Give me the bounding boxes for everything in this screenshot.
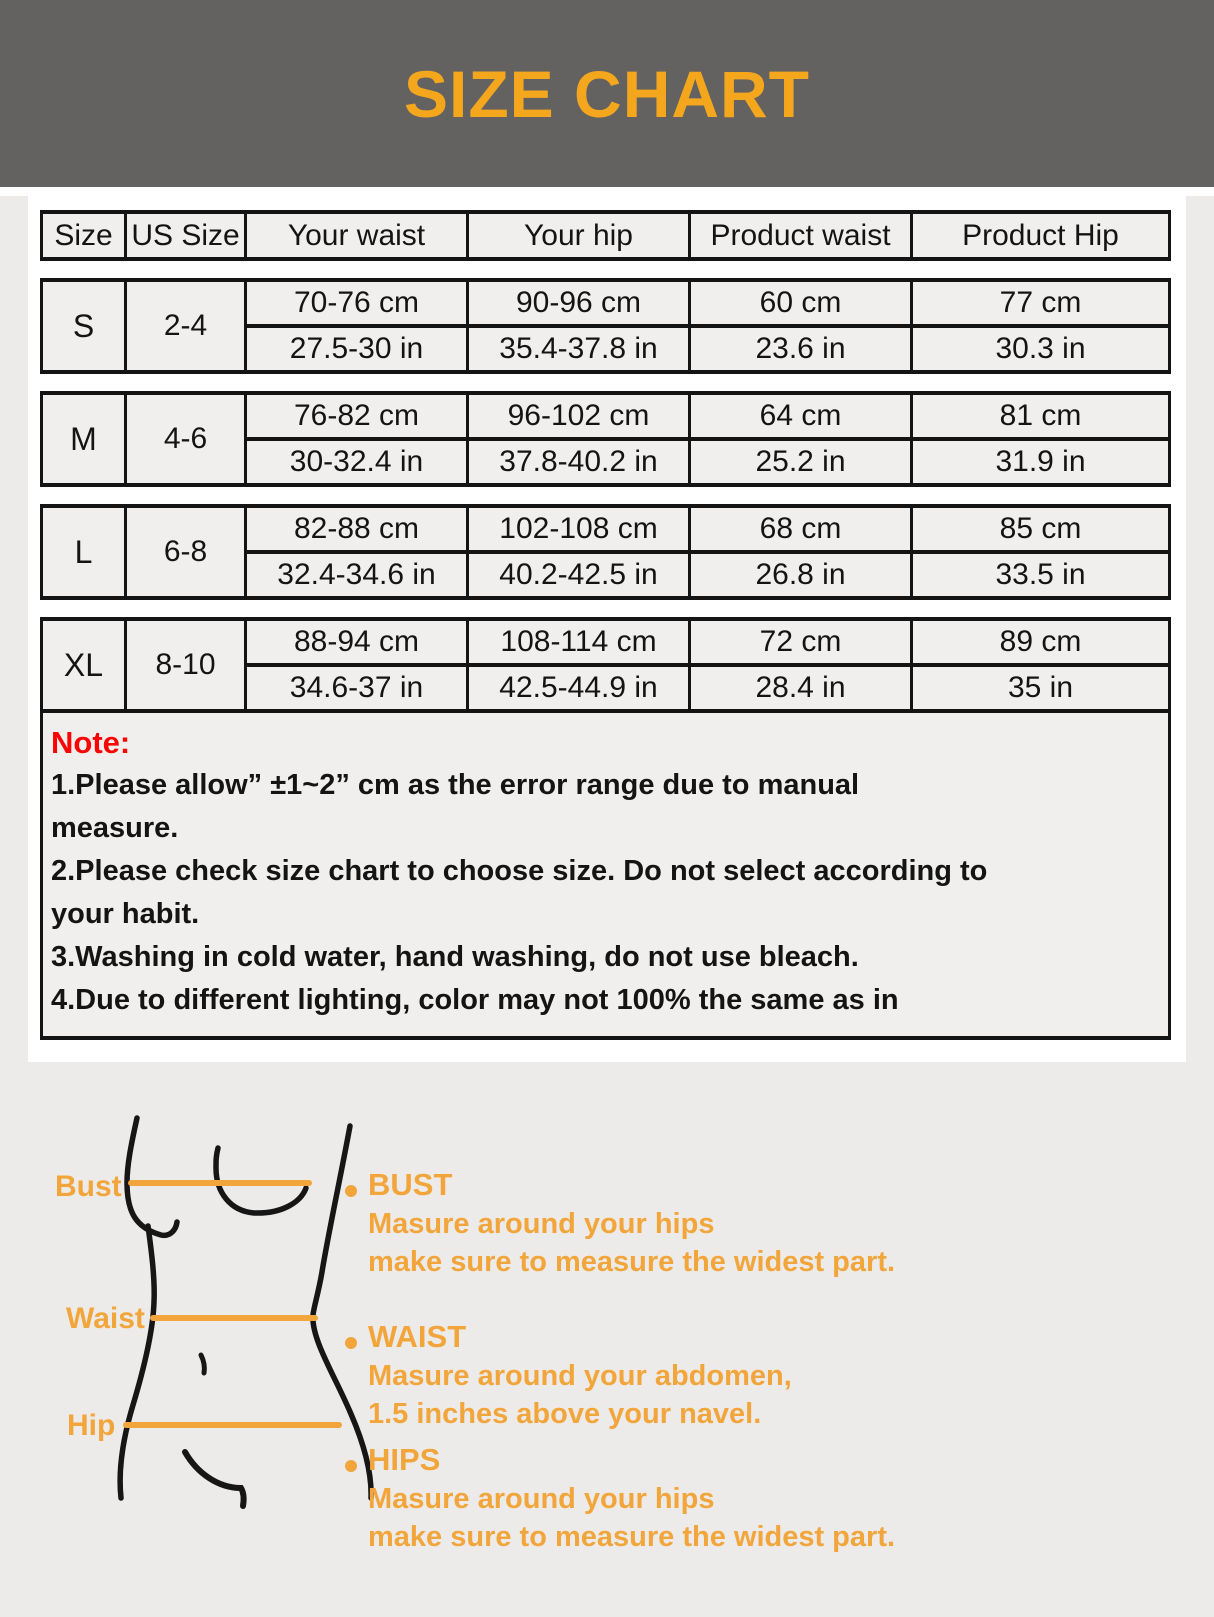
column-header-product-hip: Product Hip <box>912 212 1170 259</box>
spacer-row <box>42 372 1170 393</box>
note-line-6: 4.Due to different lighting, color may not 100% the same as in <box>51 984 899 1016</box>
measuring-guide-section <box>0 1080 1214 1617</box>
hip-label: Hip <box>67 1409 116 1442</box>
header-banner <box>0 0 1214 187</box>
torso-left-outline <box>127 1118 177 1235</box>
guide-heading-hips: HIPS <box>368 1442 441 1477</box>
cell-m-size: M <box>42 393 126 485</box>
cell-s-product-hip-cm: 77 cm <box>912 280 1170 326</box>
cell-l-product-waist-cm: 68 cm <box>690 506 912 552</box>
column-header-us-size: US Size <box>126 212 246 259</box>
waist-label: Waist <box>66 1302 145 1335</box>
column-header-product-waist: Product waist <box>690 212 912 259</box>
guide-section-waist <box>345 1317 1045 1433</box>
waist-measure-line <box>150 1315 318 1321</box>
cell-s-us-size: 2-4 <box>126 280 246 372</box>
spacer-row <box>42 598 1170 619</box>
size-chart-panel <box>28 196 1186 1062</box>
guide-heading-bust: BUST <box>368 1167 453 1202</box>
navel-mark <box>201 1355 204 1373</box>
page-title: SIZE CHART <box>404 56 810 131</box>
cell-m-your-waist-cm: 76-82 cm <box>246 393 468 439</box>
cell-l-your-waist-cm: 82-88 cm <box>246 506 468 552</box>
bullet-dot-icon <box>345 1185 357 1197</box>
cell-l-your-waist-in: 32.4-34.6 in <box>246 552 468 598</box>
guide-waist-line-2: 1.5 inches above your navel. <box>368 1398 762 1430</box>
cell-s-your-waist-cm: 70-76 cm <box>246 280 468 326</box>
guide-section-bust <box>345 1165 1045 1281</box>
table-header-row <box>42 212 1170 259</box>
cell-s-product-waist-cm: 60 cm <box>690 280 912 326</box>
size-chart-table <box>40 210 1171 1040</box>
cell-m-your-hip-in: 37.8-40.2 in <box>468 439 690 485</box>
banner-divider <box>0 187 1214 196</box>
note-line-2: measure. <box>51 812 179 844</box>
hip-crease-curve <box>185 1452 244 1506</box>
guide-text-block <box>345 1165 1045 1592</box>
table-row-s-cm <box>42 280 1170 326</box>
cell-xl-your-waist-cm: 88-94 cm <box>246 619 468 665</box>
hip-measure-line <box>123 1422 342 1428</box>
cell-s-your-hip-in: 35.4-37.8 in <box>468 326 690 372</box>
cell-l-your-hip-in: 40.2-42.5 in <box>468 552 690 598</box>
cell-m-your-hip-cm: 96-102 cm <box>468 393 690 439</box>
cell-m-product-waist-cm: 64 cm <box>690 393 912 439</box>
cell-xl-product-waist-cm: 72 cm <box>690 619 912 665</box>
cell-m-product-hip-cm: 81 cm <box>912 393 1170 439</box>
note-line-5: 3.Washing in cold water, hand washing, do not use bleach. <box>51 941 859 973</box>
column-header-your-waist: Your waist <box>246 212 468 259</box>
column-header-size: Size <box>42 212 126 259</box>
column-header-your-hip: Your hip <box>468 212 690 259</box>
cell-xl-product-hip-cm: 89 cm <box>912 619 1170 665</box>
guide-heading-waist: WAIST <box>368 1319 467 1354</box>
guide-bust-line-1: Masure around your hips <box>368 1208 715 1240</box>
table-row-xl-cm <box>42 619 1170 665</box>
cell-s-your-hip-cm: 90-96 cm <box>468 280 690 326</box>
torso-left-side <box>120 1226 154 1498</box>
bullet-dot-icon <box>345 1460 357 1472</box>
cell-l-your-hip-cm: 102-108 cm <box>468 506 690 552</box>
note-line-4: your habit. <box>51 898 200 930</box>
spacer-row <box>42 259 1170 280</box>
guide-section-hips <box>345 1440 1045 1556</box>
guide-waist-line-1: Masure around your abdomen, <box>368 1360 792 1392</box>
spacer-row <box>42 485 1170 506</box>
note-line-3: 2.Please check size chart to choose size. Do not select according to <box>51 855 988 887</box>
cell-l-product-hip-in: 33.5 in <box>912 552 1170 598</box>
cell-m-product-hip-in: 31.9 in <box>912 439 1170 485</box>
cell-l-size: L <box>42 506 126 598</box>
cell-s-product-hip-in: 30.3 in <box>912 326 1170 372</box>
note-section <box>42 711 1170 1038</box>
guide-hips-line-2: make sure to measure the widest part. <box>368 1521 896 1553</box>
cell-m-product-waist-in: 25.2 in <box>690 439 912 485</box>
cell-s-product-waist-in: 23.6 in <box>690 326 912 372</box>
cell-xl-product-waist-in: 28.4 in <box>690 665 912 711</box>
cell-xl-your-hip-in: 42.5-44.9 in <box>468 665 690 711</box>
table-row-l-cm <box>42 506 1170 552</box>
cell-s-size: S <box>42 280 126 372</box>
table-row-m-cm <box>42 393 1170 439</box>
bullet-dot-icon <box>345 1337 357 1349</box>
guide-hips-line-1: Masure around your hips <box>368 1483 715 1515</box>
cell-xl-product-hip-in: 35 in <box>912 665 1170 711</box>
note-line-1: 1.Please allow” ±1~2” cm as the error range due to manual <box>51 769 860 801</box>
cell-xl-your-hip-cm: 108-114 cm <box>468 619 690 665</box>
guide-bust-line-2: make sure to measure the widest part. <box>368 1246 896 1278</box>
note-heading: Note: <box>51 725 131 760</box>
bust-measure-line <box>128 1180 312 1186</box>
cell-l-us-size: 6-8 <box>126 506 246 598</box>
cell-l-product-waist-in: 26.8 in <box>690 552 912 598</box>
cell-xl-your-waist-in: 34.6-37 in <box>246 665 468 711</box>
cell-xl-size: XL <box>42 619 126 711</box>
cell-s-your-waist-in: 27.5-30 in <box>246 326 468 372</box>
cell-l-product-hip-cm: 85 cm <box>912 506 1170 552</box>
note-row <box>42 711 1170 1038</box>
cell-xl-us-size: 8-10 <box>126 619 246 711</box>
cell-m-your-waist-in: 30-32.4 in <box>246 439 468 485</box>
cell-m-us-size: 4-6 <box>126 393 246 485</box>
bust-label: Bust <box>55 1170 122 1203</box>
